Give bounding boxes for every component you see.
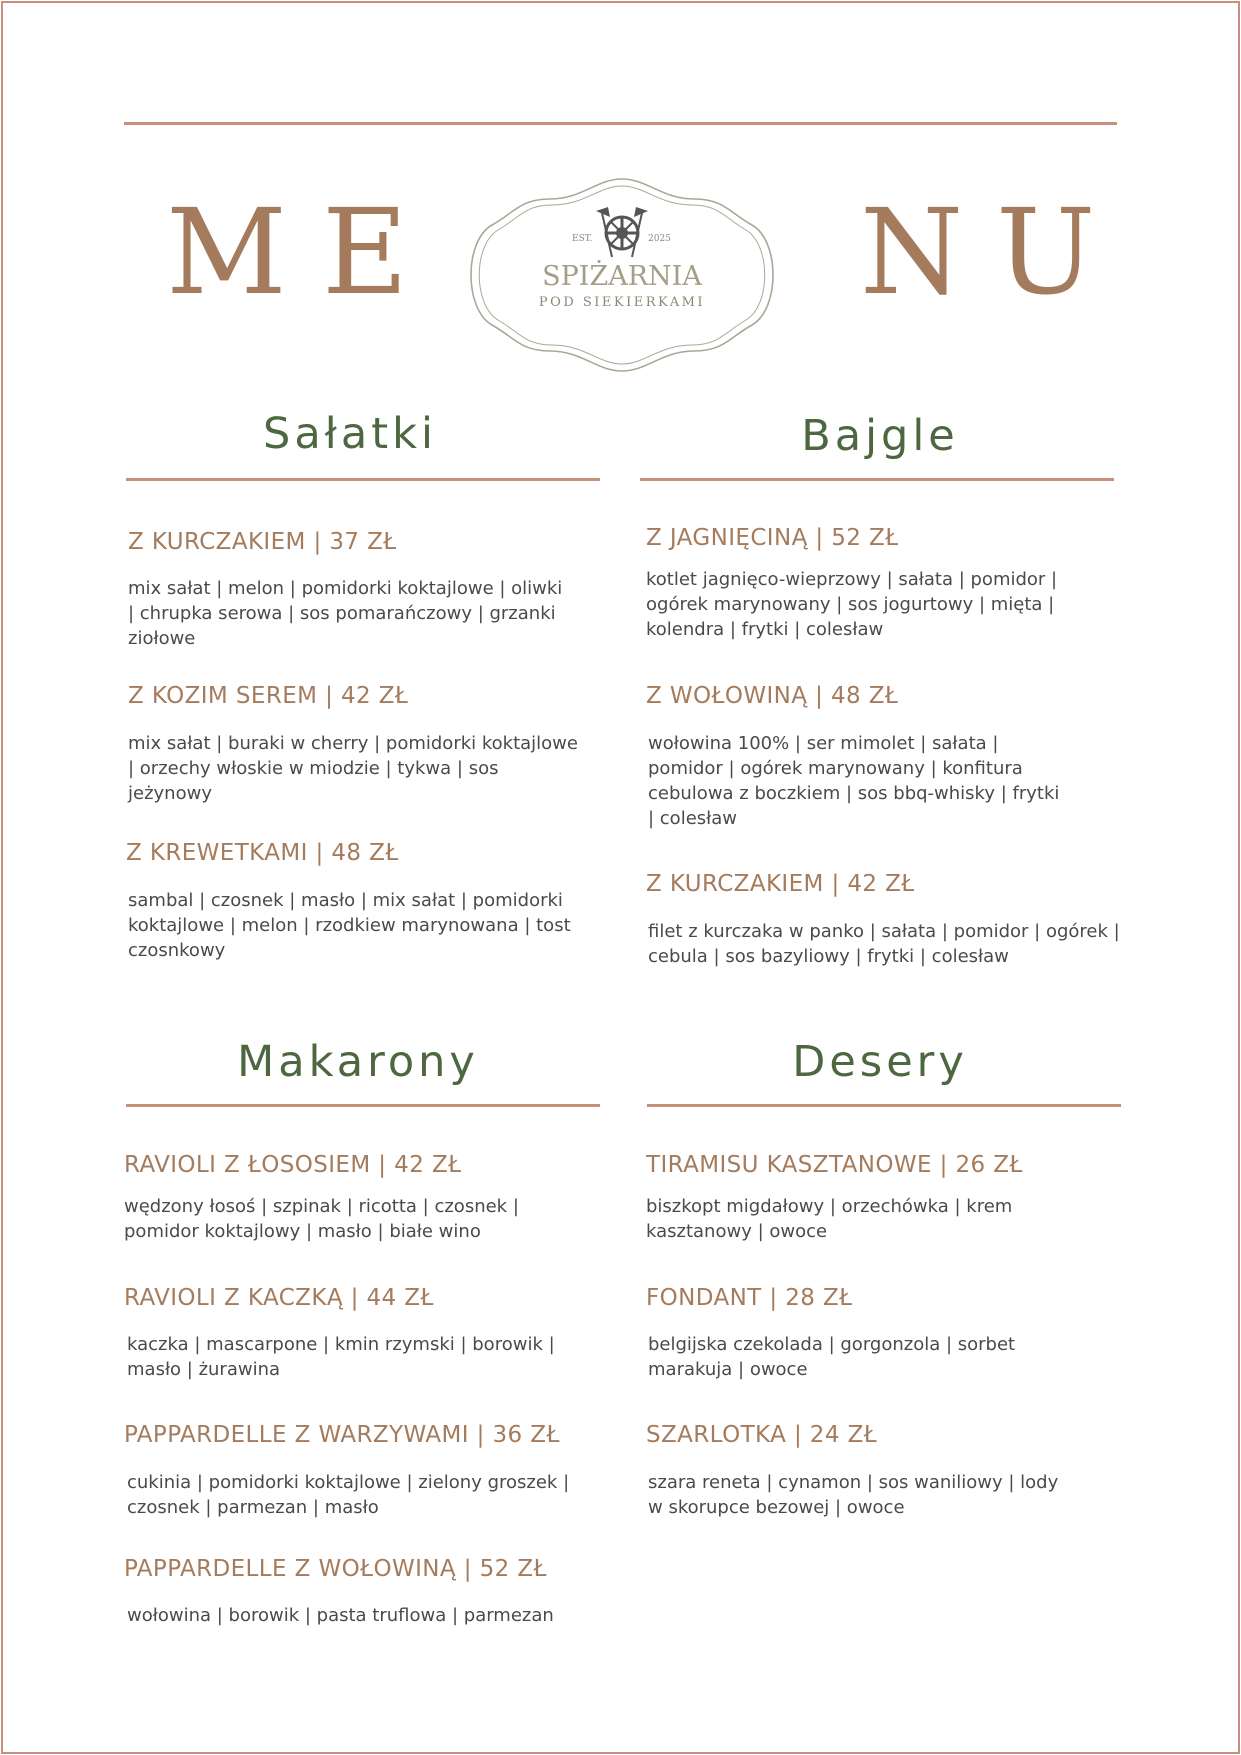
- menu-item-name: Z KURCZAKIEM | 42 ZŁ: [646, 871, 915, 897]
- section-title-salatki: Sałatki: [263, 409, 437, 459]
- section-title-desery: Desery: [792, 1037, 968, 1087]
- menu-item-description: mix sałat | buraki w cherry | pomidorki koktajlowe | orzechy włoskie w miodzie | tykwa | sos jeżynowy: [128, 733, 578, 804]
- menu-item-description: wołowina | borowik | pasta truflowa | parmezan: [127, 1605, 554, 1626]
- menu-item-name: RAVIOLI Z KACZKĄ | 44 ZŁ: [124, 1285, 434, 1311]
- axes-wheel-icon: [596, 207, 648, 257]
- section-divider: [126, 1104, 600, 1107]
- section-divider: [640, 478, 1114, 481]
- menu-item-name: TIRAMISU KASZTANOWE | 26 ZŁ: [646, 1152, 1023, 1178]
- logo-est: EST.: [572, 234, 593, 244]
- menu-item-description: belgijska czekolada | gorgonzola | sorbet marakuja | owoce: [648, 1334, 1016, 1380]
- menu-item-name: Z JAGNIĘCINĄ | 52 ZŁ: [646, 525, 899, 551]
- menu-item-description: kotlet jagnięco-wieprzowy | sałata | pomidor | ogórek marynowany | sos jogurtowy | mięta | kolendra | frytki | colesław: [646, 569, 1058, 640]
- top-divider: [124, 122, 1117, 125]
- menu-item-name: Z KURCZAKIEM | 37 ZŁ: [128, 529, 397, 555]
- menu-item-description: cukinia | pomidorki koktajlowe | zielony groszek | czosnek | parmezan | masło: [127, 1472, 570, 1518]
- menu-item-name: PAPPARDELLE Z WOŁOWINĄ | 52 ZŁ: [124, 1556, 547, 1582]
- restaurant-logo: [462, 175, 782, 375]
- menu-item-name: Z KREWETKAMI | 48 ZŁ: [126, 840, 399, 866]
- menu-letter-n: N: [860, 183, 964, 321]
- section-divider: [647, 1104, 1121, 1107]
- menu-letter-e: E: [322, 183, 409, 321]
- menu-item-name: PAPPARDELLE Z WARZYWAMI | 36 ZŁ: [124, 1422, 560, 1448]
- logo-name: SPIŻARNIA: [542, 261, 702, 292]
- menu-item-name: FONDANT | 28 ZŁ: [646, 1285, 853, 1311]
- menu-item-name: RAVIOLI Z ŁOSOSIEM | 42 ZŁ: [124, 1152, 462, 1178]
- menu-item-description: wędzony łosoś | szpinak | ricotta | czosnek | pomidor koktajlowy | masło | białe wino: [124, 1196, 519, 1242]
- menu-item-name: SZARLOTKA | 24 ZŁ: [646, 1422, 878, 1448]
- menu-letter-m: M: [166, 183, 287, 321]
- section-divider: [126, 478, 600, 481]
- section-title-makarony: Makarony: [237, 1037, 479, 1087]
- menu-item-name: Z WOŁOWINĄ | 48 ZŁ: [646, 683, 899, 709]
- menu-item-description: mix sałat | melon | pomidorki koktajlowe | oliwki | chrupka serowa | sos pomarańczowy | grzanki ziołowe: [128, 578, 563, 649]
- menu-item-description: sambal | czosnek | masło | mix sałat | pomidorki koktajlowe | melon | rzodkiew marynowana | tost czosnkowy: [128, 890, 571, 961]
- menu-item-name: Z KOZIM SEREM | 42 ZŁ: [128, 683, 409, 709]
- logo-tagline: POD SIEKIERKAMI: [538, 295, 706, 310]
- menu-letter-u: U: [996, 183, 1096, 321]
- logo-year: 2025: [648, 234, 671, 244]
- menu-item-description: szara reneta | cynamon | sos waniliowy | lody w skorupce bezowej | owoce: [648, 1472, 1059, 1518]
- menu-item-description: wołowina 100% | ser mimolet | sałata | pomidor | ogórek marynowany | konfitura cebulowa z boczkiem | sos bbq-whisky | frytki | colesław: [648, 733, 1060, 829]
- menu-item-description: kaczka | mascarpone | kmin rzymski | borowik | masło | żurawina: [127, 1334, 555, 1380]
- menu-item-description: biszkopt migdałowy | orzechówka | krem kasztanowy | owoce: [646, 1196, 1013, 1242]
- menu-item-description: filet z kurczaka w panko | sałata | pomidor | ogórek | cebula | sos bazyliowy | frytki | colesław: [648, 921, 1120, 967]
- section-title-bajgle: Bajgle: [801, 411, 959, 461]
